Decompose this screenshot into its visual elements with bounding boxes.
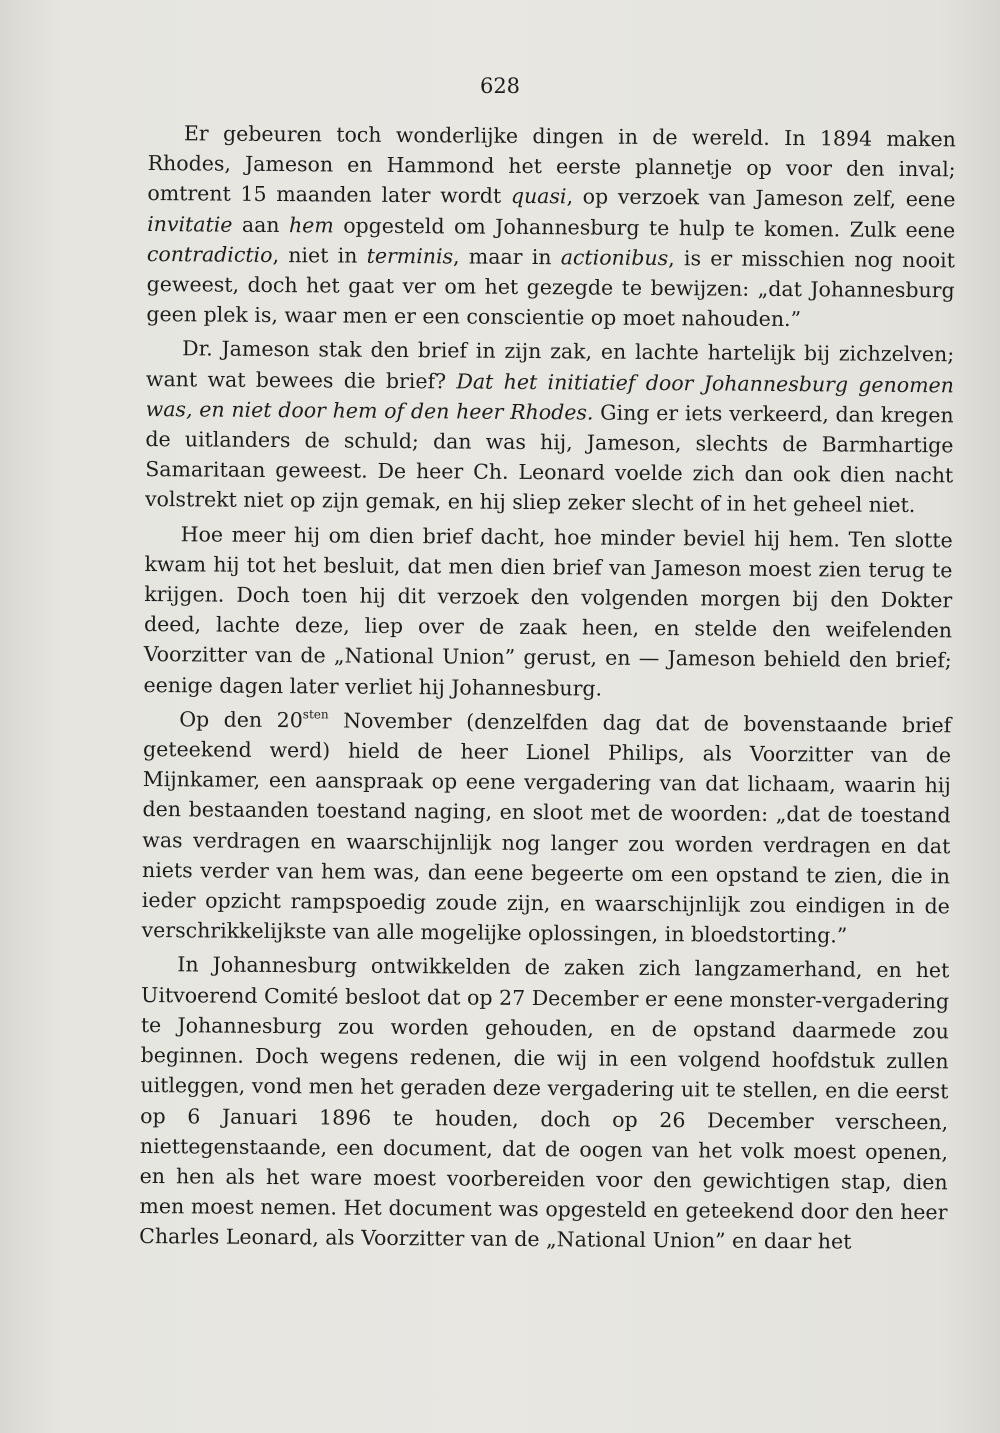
italic-segment: invitatie: [147, 211, 233, 237]
italic-segment: terminis: [366, 243, 454, 269]
italic-segment: hem: [288, 212, 334, 238]
text-segment: , niet in: [272, 242, 367, 268]
text-segment: aan: [232, 212, 290, 237]
text-segment: In Johannesburg ontwikkelden de zaken zich langzamerhand, en het Uitvoerend Comité besloot dat op 27 December er eene monster-vergadering te Johannesburg zou worden gehouden, en de opstand daarmede zou beginnen. Doch wegens redenen, die wij in een volgend hoofdstuk zullen uitleggen, vond men het geraden deze vergadering uit te stellen, en die eerst op 6 Januari 1896 te houden, doch op 26 December verscheen, niettegenstaande, een document, dat de oogen van het volk moest openen, en hen als het ware moest voorbereiden voor den gewichtigen stap, dien men moest nemen. Het document was opgesteld en geteekend door den heer Charles Leonard, als Voorzitter van de „National Union” en daar het: [139, 952, 950, 1254]
italic-segment: contradictio: [146, 241, 273, 267]
text-segment: Er gebeuren toch wonderlijke dingen in de wereld. In 1894 maken Rhodes, Jameson en Hammond het eerste plannetje op voor den inval; omtrent 15 maanden later wordt: [147, 121, 956, 209]
paragraph: [146, 118, 956, 336]
text-segment: Ging er iets verkeerd, dan kregen de uitlanders de schuld; dan was hij, Jameson, slechts de Barmhartige Samaritaan geweest. De heer Ch. Leonard voelde zich dan ook dien nacht volstrekt niet op zijn gemak, en hij sliep zeker slecht of in het geheel niet.: [144, 400, 954, 518]
body-text: [139, 118, 956, 1258]
italic-segment: Dat het initiatief door Johannesburg genomen was, en niet door hem of den heer Rhodes.: [145, 369, 955, 425]
text-segment: opgesteld om Johannesburg te hulp te komen. Zulk eene: [333, 213, 956, 242]
paragraph: [139, 949, 949, 1257]
text-segment: , maar in: [453, 244, 561, 270]
italic-segment: quasi: [510, 184, 567, 209]
text-segment: Hoe meer hij om dien brief dacht, hoe minder beviel hij hem. Ten slotte kwam hij tot het besluit, dat men dien brief van Jameson moest zien terug te krijgen. Doch toen hij dit verzoek den volgenden morgen bij den Dokter deed, lachte deze, liep over de zaak heen, en stelde den weifelenden Voorzitter van de „National Union” gerust, en — Jameson behield den brief; eenige dagen later verliet hij Johannesburg.: [143, 521, 953, 701]
text-segment: , op verzoek van Jameson zelf, eene: [566, 184, 956, 212]
italic-segment: actionibus: [560, 245, 669, 270]
text-segment: , is er misschien nog nooit geweest, doch het gaat ver om het gezegde te bewijzen: „dat Johannesburg geen plek is, waar men er een conscientie op moet nahouden.”: [146, 245, 955, 332]
page-number: 628: [479, 74, 521, 98]
text-segment: November (denzelfden dag dat de bovenstaande brief geteekend werd) hield de heer Lionel Philips, als Voorzitter van de Mijnkamer, een aanspraak op eene vergadering van dat lichaam, waarin hij den bestaanden toestand naging, en sloot met de woorden: „dat de toestand was verdragen en waarschijnlijk nog langer zou worden verdragen en dat niets verder van hem was, dan eene begeerte om een opstand te zien, die in ieder opzicht rampspoedig zoude zijn, en waarschijnlijk zou eindigen in de verschrikkelijkste van alle mogelijke oplossingen, in bloedstorting.”: [141, 708, 952, 948]
text-segment: Op den 20: [179, 707, 303, 733]
text-segment: Dr. Jameson stak den brief in zijn zak, en lachte hartelijk bij zichzelven; want wat bewees die brief?: [145, 336, 955, 394]
paragraph: [142, 704, 952, 952]
paragraph: [145, 333, 954, 521]
paragraph: [143, 519, 952, 707]
superscript-segment: sten: [302, 707, 329, 722]
